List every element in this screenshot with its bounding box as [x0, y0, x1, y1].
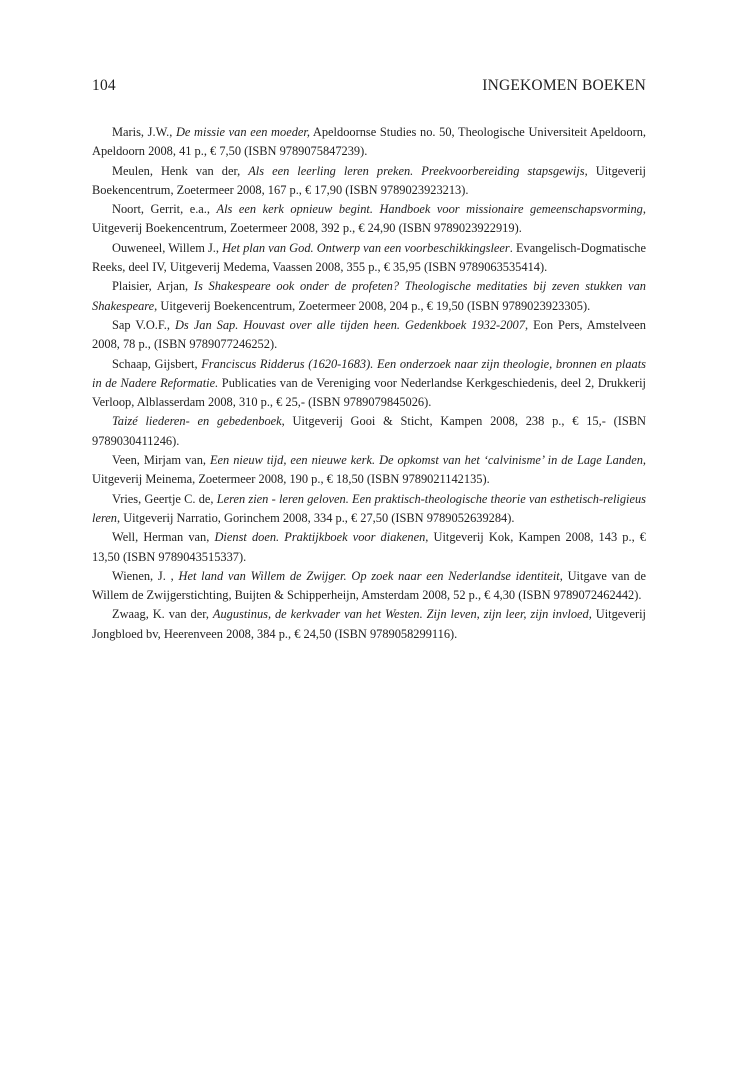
book-page [92, 0, 646, 1068]
book-entry [92, 490, 646, 529]
entry-title: Als een kerk opnieuw begint. Handboek voor missionaire gemeenschapsvorming [216, 202, 643, 217]
entry-title: Augustinus, de kerkvader van het Westen. Zijn leven, zijn leer, zijn invloed, [212, 607, 592, 622]
entry-author: Veen, Mirjam van, [112, 453, 210, 468]
entry-title: Ds Jan Sap. Houvast over alle tijden heen. Gedenkboek 1932-2007 [174, 317, 525, 332]
entry-title: Het plan van God. Ontwerp van een voorbeschikkingsleer [222, 240, 510, 255]
entry-details: Uitgeverij Meinema, Zoetermeer 2008, 190 p., € 18,50 (ISBN 9789021142135). [92, 472, 490, 487]
entry-title: Een nieuw tijd, een nieuwe kerk. De opkomst van het ‘calvinisme’ in de Lage Landen, [209, 453, 646, 468]
entry-author: Noort, Gerrit, e.a., [112, 202, 217, 217]
book-entry [92, 451, 646, 490]
entry-details: , Uitgeverij Gooi & Sticht, Kampen 2008, 238 p., € 15,- (ISBN 9789030411246). [92, 414, 646, 448]
entry-author: Plaisier, Arjan, [112, 279, 194, 294]
entry-details: Publicaties van de Vereniging voor Nederlandse Kerkgeschiedenis, deel 2, Drukkerij Verloop, Alblasserdam 2008, 310 p., € 25,- (ISBN 9789079845026). [92, 375, 646, 410]
book-entry [92, 123, 646, 162]
entry-details: Uitgeverij Jongbloed bv, Heerenveen 2008, 384 p., € 24,50 (ISBN 9789058299116). [92, 607, 646, 641]
entry-title: Het land van Willem de Zwijger. Op zoek naar een Nederlandse identiteit [178, 568, 560, 583]
entry-title: Is Shakespeare ook onder de profeten? Theologische meditaties bij zeven stukken van Shakespeare [92, 279, 646, 313]
entry-author: Meulen, Henk van der, [112, 163, 249, 178]
book-entry [92, 316, 646, 355]
book-entry [92, 277, 646, 316]
book-entry [92, 239, 646, 278]
entry-title: Taizé liederen- en gebedenboek [112, 414, 282, 429]
page-number: 104 [92, 77, 116, 94]
book-list [92, 123, 646, 644]
entry-details: , Uitgeverij Kok, Kampen 2008, 143 p., € 13,50 (ISBN 9789043515337). [92, 530, 646, 564]
entry-author: Wienen, J. , [112, 568, 179, 583]
entry-details: , Uitgeverij Boekencentrum, Zoetermeer 2008, 392 p., € 24,90 (ISBN 9789023922919). [92, 202, 646, 236]
entry-author: Sap V.O.F., [112, 317, 175, 332]
book-entry [92, 355, 646, 413]
entry-details: , Uitgeverij Narratio, Gorinchem 2008, 334 p., € 27,50 (ISBN 9789052639284). [117, 510, 515, 525]
entry-details: , Eon Pers, Amstelveen 2008, 78 p., (ISBN 9789077246252). [92, 317, 646, 352]
entry-title: Als een leerling leren preken. Preekvoorbereiding stapsgewijs, [248, 163, 588, 178]
entry-details: , Uitgave van de Willem de Zwijgerstichting, Buijten & Schipperheijn, Amsterdam 2008, 52 p., € 4,30 (ISBN 9789072462442). [92, 568, 646, 603]
entry-details: Uitgeverij Boekencentrum, Zoetermeer 2008, 167 p., € 17,90 (ISBN 9789023923213). [92, 163, 646, 197]
entry-author: Vries, Geertje C. de, [112, 491, 217, 506]
entry-title: De missie van een moeder, [175, 125, 310, 139]
entry-author: Well, Herman van, [112, 530, 215, 545]
section-title: INGEKOMEN BOEKEN [482, 77, 646, 94]
book-entry [92, 412, 646, 451]
entry-author: Ouweneel, Willem J., [112, 240, 223, 255]
entry-details: , Uitgeverij Boekencentrum, Zoetermeer 2008, 204 p., € 19,50 (ISBN 9789023923305). [154, 298, 591, 313]
entry-details: Apeldoornse Studies no. 50, Theologische Universiteit Apeldoorn, Apeldoorn 2008, 41 p., € 7,50 (ISBN 9789075847239). [92, 125, 646, 159]
running-header [92, 77, 646, 95]
entry-details: . Evangelisch-Dogmatische Reeks, deel IV, Uitgeverij Medema, Vaassen 2008, 355 p., € 35,95 (ISBN 9789063535414). [92, 240, 647, 275]
book-entry [92, 567, 646, 606]
book-entry [92, 162, 646, 201]
book-entry [92, 200, 646, 239]
entry-author: Schaap, Gijsbert, [112, 356, 202, 371]
entry-title: Franciscus Ridderus (1620-1683). Een onderzoek naar zijn theologie, bronnen en plaats in de Nadere Reformatie. [92, 356, 646, 390]
book-entry [92, 605, 646, 644]
entry-author: Zwaag, K. van der, [112, 607, 213, 622]
entry-title: Leren zien - leren geloven. Een praktisch-theologische theorie van esthetisch-religieus leren [92, 491, 646, 525]
entry-title: Dienst doen. Praktijkboek voor diakenen [214, 530, 426, 545]
entry-author: Maris, J.W., [112, 125, 176, 139]
book-entry [92, 528, 646, 567]
